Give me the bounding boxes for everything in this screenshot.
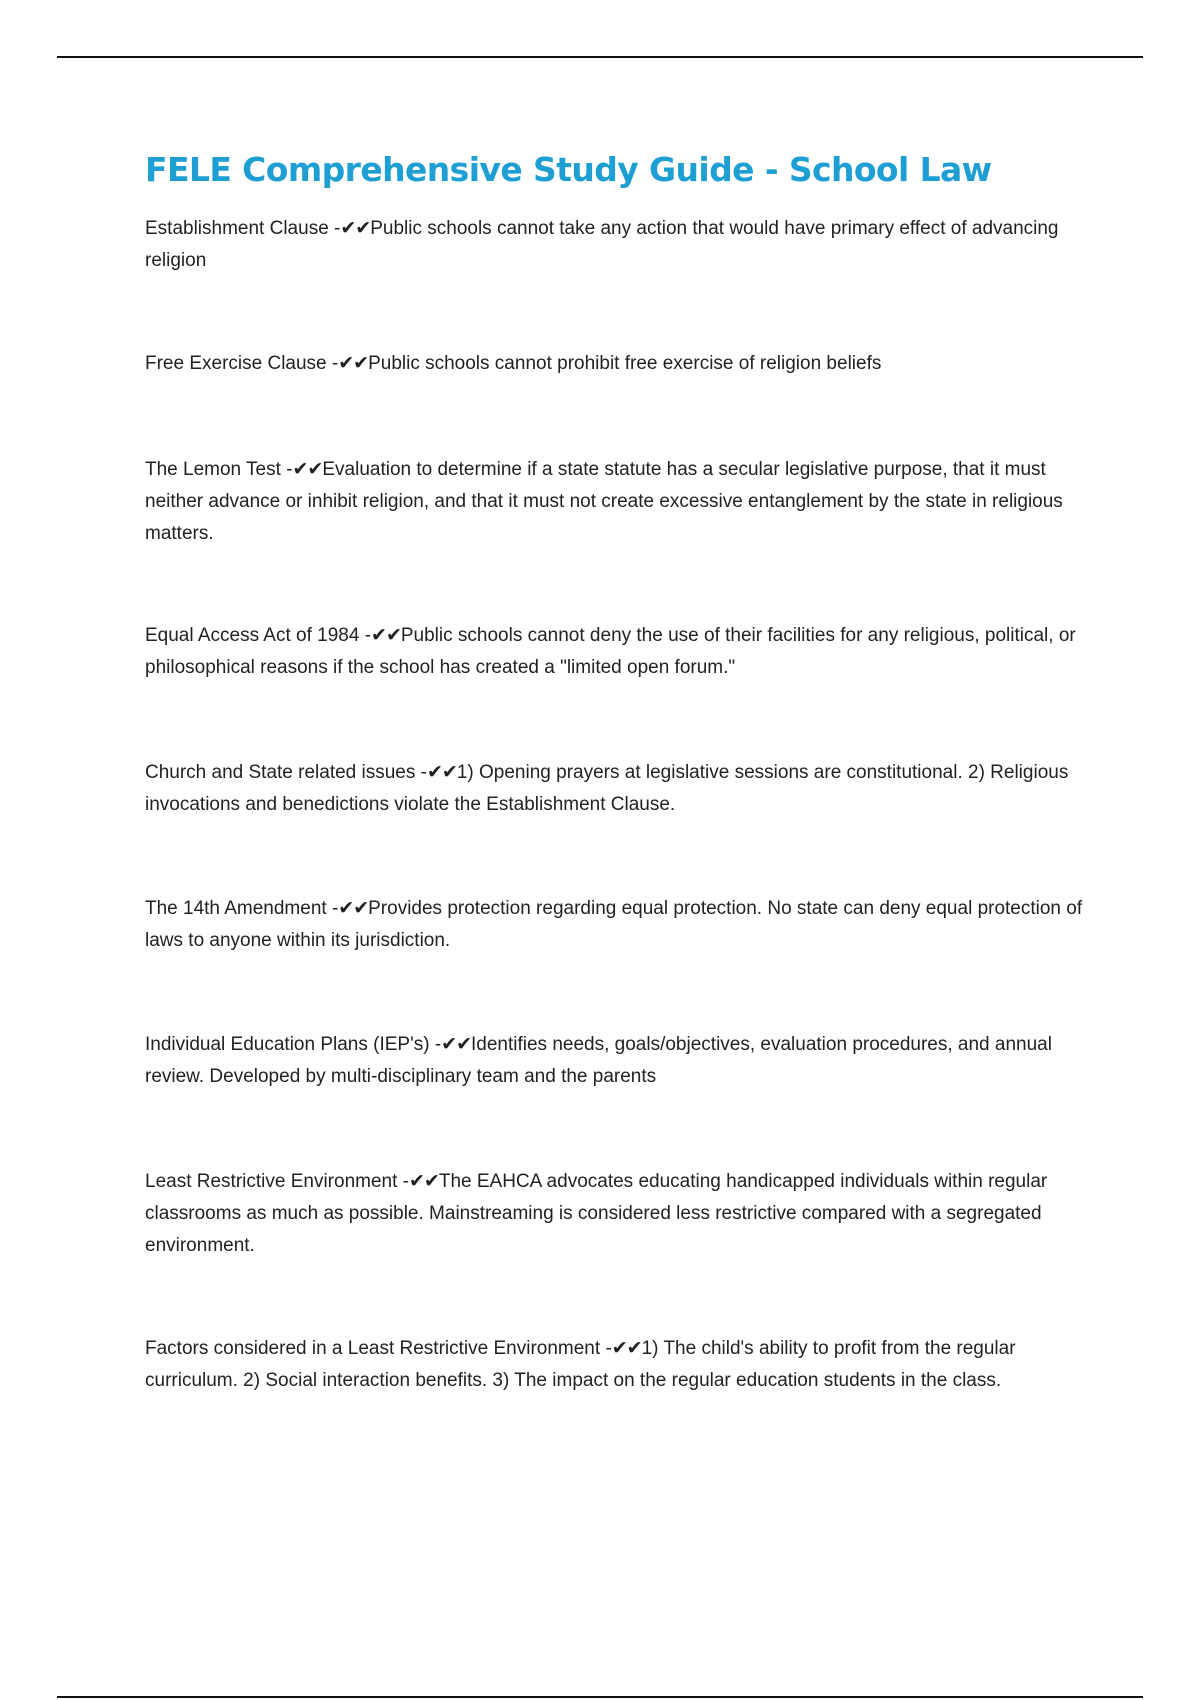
entry-definition: Provides protection regarding equal protection. No state can deny equal protection of laws to anyone within its jurisdiction. [145, 898, 1083, 951]
double-check-icon: ✔✔ [441, 1033, 472, 1055]
entry-term: Least Restrictive Environment [145, 1171, 398, 1192]
entry-term: Establishment Clause [145, 218, 329, 239]
entry-establishment-clause [145, 212, 1095, 277]
separator: - [420, 762, 427, 783]
entry-least-restrictive-environment [145, 1165, 1095, 1262]
double-check-icon: ✔✔ [338, 352, 369, 374]
separator: - [364, 625, 372, 646]
entry-term: Free Exercise Clause [145, 353, 327, 374]
double-check-icon: ✔✔ [292, 458, 323, 480]
entry-14th-amendment [145, 892, 1095, 957]
entry-list [145, 212, 1095, 1397]
entry-term: The Lemon Test [145, 459, 281, 480]
double-check-icon: ✔✔ [340, 217, 371, 239]
page-content [145, 138, 1095, 1397]
entry-equal-access-act [145, 619, 1095, 684]
double-check-icon: ✔✔ [338, 897, 369, 919]
entry-term: Factors considered in a Least Restrictive Environment [145, 1338, 601, 1359]
entry-lemon-test [145, 453, 1095, 550]
document-title: FELE Comprehensive Study Guide - School Law [145, 150, 992, 189]
entry-definition: Identifies needs, goals/objectives, evaluation procedures, and annual review. Developed by multi-disciplinary team and the parents [145, 1034, 1052, 1087]
separator: - [434, 1034, 442, 1055]
separator: - [402, 1171, 409, 1192]
entry-definition: Public schools cannot prohibit free exercise of religion beliefs [368, 353, 882, 374]
entry-definition: The EAHCA advocates educating handicapped individuals within regular classrooms as much as possible. Mainstreaming is considered less restrictive compared with a segregated environment. [145, 1171, 1048, 1256]
separator: - [334, 218, 341, 239]
separator: - [286, 459, 293, 480]
entry-definition: Evaluation to determine if a state statute has a secular legislative purpose, that it must neither advance or inhibit religion, and that it must not create excessive entanglement by the state in religious matters. [145, 459, 1063, 544]
entry-term: Church and State related issues [145, 762, 416, 783]
double-check-icon: ✔✔ [409, 1170, 439, 1192]
double-check-icon: ✔✔ [371, 624, 401, 646]
double-check-icon: ✔✔ [611, 1337, 642, 1359]
entry-term: Equal Access Act of 1984 [145, 625, 360, 646]
entry-iep [145, 1028, 1095, 1093]
separator: - [331, 353, 339, 374]
entry-definition: Public schools cannot take any action that would have primary effect of advancing religion [145, 218, 1059, 271]
header-divider [57, 56, 1143, 58]
entry-lre-factors [145, 1332, 1095, 1397]
double-check-icon: ✔✔ [427, 761, 457, 783]
entry-definition: 1) Opening prayers at legislative sessions are constitutional. 2) Religious invocations and benedictions violate the Establishment Clause. [145, 762, 1069, 815]
entry-free-exercise-clause [145, 347, 1095, 380]
entry-term: Individual Education Plans (IEP's) [145, 1034, 430, 1055]
separator: - [331, 898, 339, 919]
separator: - [605, 1338, 612, 1359]
entry-definition: Public schools cannot deny the use of their facilities for any religious, political, or philosophical reasons if the school has created a "limited open forum." [145, 625, 1076, 678]
entry-term: The 14th Amendment [145, 898, 327, 919]
entry-church-and-state [145, 756, 1095, 821]
footer-divider [57, 1696, 1143, 1698]
entry-definition: 1) The child's ability to profit from the regular curriculum. 2) Social interaction benefits. 3) The impact on the regular education students in the class. [145, 1338, 1016, 1391]
